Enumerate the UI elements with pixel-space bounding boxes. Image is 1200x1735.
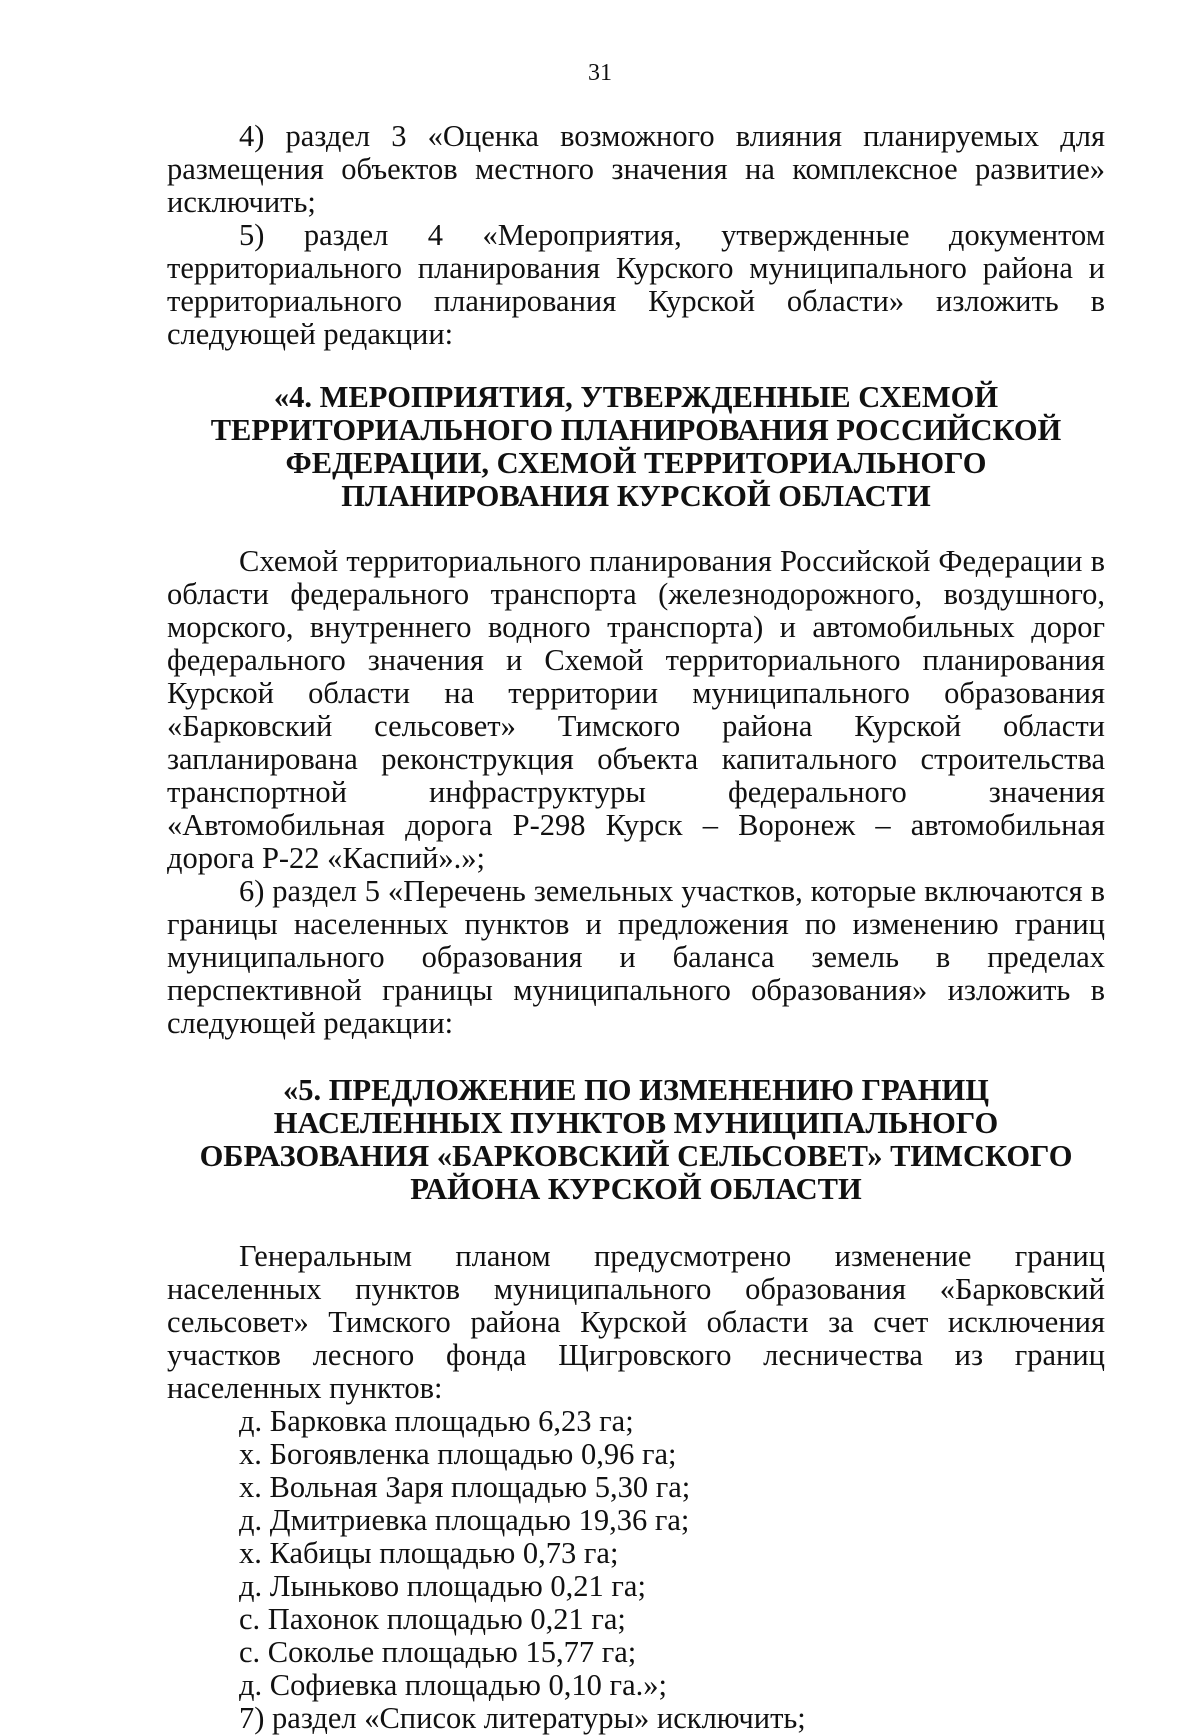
item-7-paragraph: 7) раздел «Список литературы» исключить; bbox=[239, 1701, 806, 1735]
settlement-item: с. Соколье площадью 15,77 га; bbox=[239, 1635, 637, 1669]
settlement-item: д. Дмитриевка площадью 19,36 га; bbox=[239, 1503, 690, 1537]
section-4-body: Схемой территориального планирования Российской Федерации в области федерального транспорта (железнодорожного, воздушного, морского, внутреннего водного транспорта) и автомобильных дорог федерального значения и Схемой территориального планирования Курской области на территории муниципального образования «Барковский сельсовет» Тимского района Курской области запланирована реконструкция объекта капитального строительства транспортной инфраструктуры федерального значения «Автомобильная дорога Р-298 Курск – Воронеж – автомобильная дорога Р-22 «Каспий».»; bbox=[167, 544, 1105, 875]
item-6-paragraph: 6) раздел 5 «Перечень земельных участков, которые включаются в границы населенных пунктов и предложения по изменению границ муниципального образования и баланса земель в пределах перспективной границы муниципального образования» изложить в следующей редакции: bbox=[167, 874, 1105, 1040]
item-5-paragraph: 5) раздел 4 «Мероприятия, утвержденные документом территориального планирования Курского муниципального района и территориального планирования Курской области» изложить в следующей редакции: bbox=[167, 218, 1105, 351]
item-4-paragraph: 4) раздел 3 «Оценка возможного влияния планируемых для размещения объектов местного значения на комплексное развитие» исключить; bbox=[167, 119, 1105, 219]
settlement-list bbox=[167, 1405, 1105, 1702]
section-5-heading: «5. ПРЕДЛОЖЕНИЕ ПО ИЗМЕНЕНИЮ ГРАНИЦ НАСЕЛЕННЫХ ПУНКТОВ МУНИЦИПАЛЬНОГО ОБРАЗОВАНИЯ «БАРКОВСКИЙ СЕЛЬСОВЕТ» ТИМСКОГО РАЙОНА КУРСКОЙ ОБЛАСТИ bbox=[199, 1073, 1073, 1206]
section-4-heading: «4. МЕРОПРИЯТИЯ, УТВЕРЖДЕННЫЕ СХЕМОЙ ТЕРРИТОРИАЛЬНОГО ПЛАНИРОВАНИЯ РОССИЙСКОЙ ФЕДЕРАЦИИ, СХЕМОЙ ТЕРРИТОРИАЛЬНОГО ПЛАНИРОВАНИЯ КУРСКОЙ ОБЛАСТИ bbox=[210, 380, 1062, 513]
settlement-item: д. Лыньково площадью 0,21 га; bbox=[239, 1569, 646, 1603]
page-number: 31 bbox=[588, 60, 612, 86]
settlement-item: х. Кабицы площадью 0,73 га; bbox=[239, 1536, 619, 1570]
settlement-item: х. Вольная Заря площадью 5,30 га; bbox=[239, 1470, 691, 1504]
document-body bbox=[167, 120, 1105, 1735]
settlement-item: х. Богоявленка площадью 0,96 га; bbox=[239, 1437, 677, 1471]
settlement-item: д. Софиевка площадью 0,10 га.»; bbox=[239, 1668, 667, 1702]
section-5-body: Генеральным планом предусмотрено изменение границ населенных пунктов муниципального образования «Барковский сельсовет» Тимского района Курской области за счет исключения участков лесного фонда Щигровского лесничества из границ населенных пунктов: bbox=[167, 1239, 1105, 1405]
settlement-item: с. Пахонок площадью 0,21 га; bbox=[239, 1602, 626, 1636]
settlement-item: д. Барковка площадью 6,23 га; bbox=[239, 1404, 634, 1438]
